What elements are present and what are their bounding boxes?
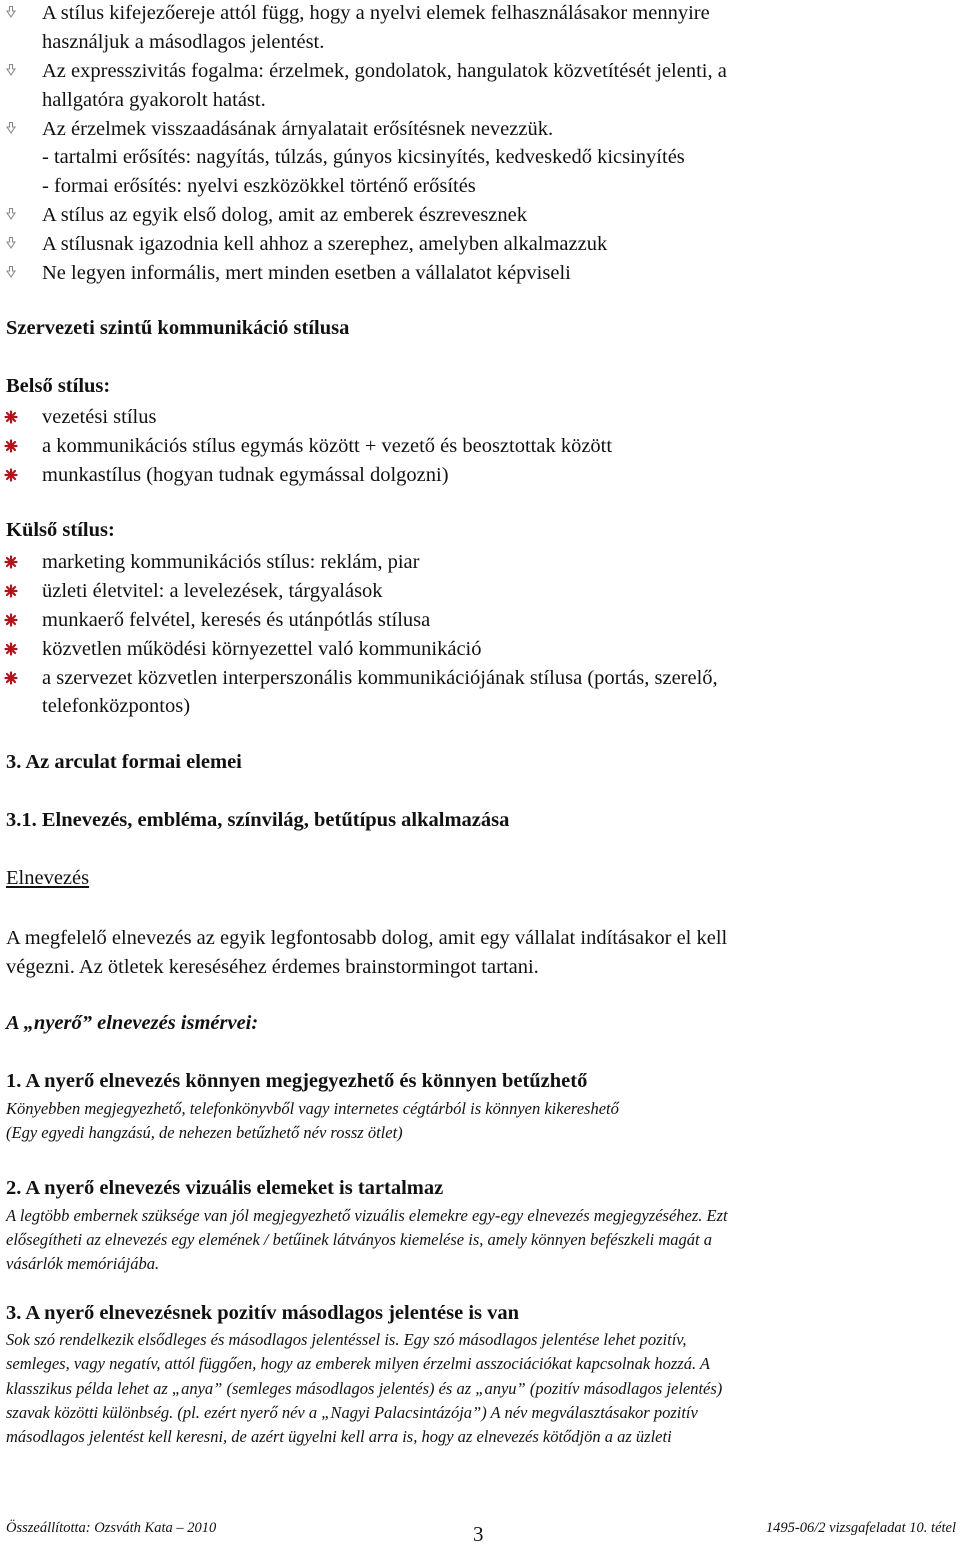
criterion-text: másodlagos jelentést kell keresni, de azért ügyelni kell arra is, hogy az elnevezés kötődjön a az üzleti: [6, 1427, 672, 1446]
body-line: - formai erősítés: nyelvi eszközökkel történő erősítés: [42, 175, 476, 197]
criterion-text: vásárlók memóriájába.: [6, 1254, 160, 1273]
body-line: - tartalmi erősítés: nagyítás, túlzás, gúnyos kicsinyítés, kedveskedő kicsinyítés: [42, 146, 685, 168]
footer-exam-code: 1495-06/2 vizsgafeladat 10. tétel: [765, 1520, 956, 1536]
body-line: A stílusnak igazodnia kell ahhoz a szerephez, amelyben alkalmazzuk: [42, 233, 608, 255]
list-item-continuation: telefonközpontos): [42, 695, 191, 717]
list-item: munkaerő felvétel, keresés és utánpótlás stílusa: [42, 609, 431, 631]
arrow-bullet-icon: [4, 207, 18, 221]
criterion-text: szavak közötti különbség. (pl. ezért nyerő név a „Nagyi Palacsintázója”) A név megválasztásakor pozitív: [6, 1403, 698, 1422]
list-item: munkastílus (hogyan tudnak egymással dolgozni): [42, 464, 449, 486]
list-item: vezetési stílus: [42, 406, 157, 428]
body-line: Az érzelmek visszaadásának árnyalatait erősítésnek nevezzük.: [42, 118, 554, 140]
section-heading: 3.1. Elnevezés, embléma, színvilág, betűtípus alkalmazása: [6, 809, 510, 831]
criterion-text: Könyebben megjegyezhető, telefonkönyvből vagy internetes cégtárból is könnyen kikereshető: [6, 1099, 619, 1118]
criterion-text: klasszikus példa lehet az „anya” (semleges másodlagos jelentés) és az „anyu” (pozitív másodlagos jelentés): [6, 1379, 723, 1398]
section-heading: 3. Az arculat formai elemei: [6, 751, 242, 773]
arrow-bullet-icon: [4, 236, 18, 250]
body-line: Ne legyen informális, mert minden esetben a vállalatot képviseli: [42, 262, 571, 284]
flower-bullet-icon: [4, 642, 18, 656]
page-number: 3: [473, 1522, 484, 1546]
arrow-bullet-icon: [4, 63, 18, 77]
list-item: a szervezet közvetlen interperszonális kommunikációjának stílusa (portás, szerelő,: [42, 667, 718, 689]
paragraph-line: A megfelelő elnevezés az egyik legfontosabb dolog, amit egy vállalat indításakor el kell: [6, 927, 728, 949]
flower-bullet-icon: [4, 555, 18, 569]
list-item: marketing kommunikációs stílus: reklám, piar: [42, 551, 420, 573]
flower-bullet-icon: [4, 613, 18, 627]
subsection-heading: Belső stílus:: [6, 375, 111, 397]
flower-bullet-icon: [4, 468, 18, 482]
section-heading: Szervezeti szintű kommunikáció stílusa: [6, 317, 350, 339]
criteria-heading: A „nyerő” elnevezés ismérvei:: [6, 1012, 259, 1034]
body-line: A stílus kifejezőereje attól függ, hogy a nyelvi elemek felhasználásakor mennyire: [42, 2, 710, 24]
criterion-text: elősegítheti az elnevezés egy elemének / betűinek látványos kiemelése is, amely könnyen befészkeli magát a: [6, 1230, 713, 1249]
arrow-bullet-icon: [4, 121, 18, 135]
flower-bullet-icon: [4, 671, 18, 685]
criterion-title: 2. A nyerő elnevezés vizuális elemeket is tartalmaz: [6, 1177, 444, 1199]
paragraph-line: végezni. Az ötletek kereséséhez érdemes brainstormingot tartani.: [6, 956, 539, 978]
flower-bullet-icon: [4, 584, 18, 598]
footer-author: Összeállította: Ozsváth Kata – 2010: [6, 1520, 217, 1536]
list-item: a kommunikációs stílus egymás között + vezető és beosztottak között: [42, 435, 613, 457]
body-line: A stílus az egyik első dolog, amit az emberek észrevesznek: [42, 204, 528, 226]
subsection-heading: Külső stílus:: [6, 519, 115, 541]
arrow-bullet-icon: [4, 5, 18, 19]
body-line: hallgatóra gyakorolt hatást.: [42, 89, 266, 111]
subsection-heading-underlined: Elnevezés: [6, 867, 90, 889]
flower-bullet-icon: [4, 410, 18, 424]
flower-bullet-icon: [4, 439, 18, 453]
criterion-title: 3. A nyerő elnevezésnek pozitív másodlagos jelentése is van: [6, 1302, 520, 1324]
criterion-text: A legtöbb embernek szüksége van jól megjegyezhető vizuális elemekre egy-egy elnevezés megjegyzéséhez. Ezt: [6, 1206, 728, 1225]
body-line: használjuk a másodlagos jelentést.: [42, 31, 325, 53]
arrow-bullet-icon: [4, 265, 18, 279]
list-item: üzleti életvitel: a levelezések, tárgyalások: [42, 580, 383, 602]
criterion-text: (Egy egyedi hangzású, de nehezen betűzhető név rossz ötlet): [6, 1123, 403, 1142]
criterion-text: Sok szó rendelkezik elsődleges és másodlagos jelentéssel is. Egy szó másodlagos jelentése lehet pozitív,: [6, 1330, 687, 1349]
body-line: Az expresszivitás fogalma: érzelmek, gondolatok, hangulatok közvetítését jelenti, a: [42, 60, 727, 82]
criterion-text: semleges, vagy negatív, attól függően, hogy az emberek milyen érzelmi asszociációkat kapcsolnak hozzá. A: [6, 1354, 710, 1373]
list-item: közvetlen működési környezettel való kommunikáció: [42, 638, 482, 660]
criterion-title: 1. A nyerő elnevezés könnyen megjegyezhető és könnyen betűzhető: [6, 1070, 588, 1092]
